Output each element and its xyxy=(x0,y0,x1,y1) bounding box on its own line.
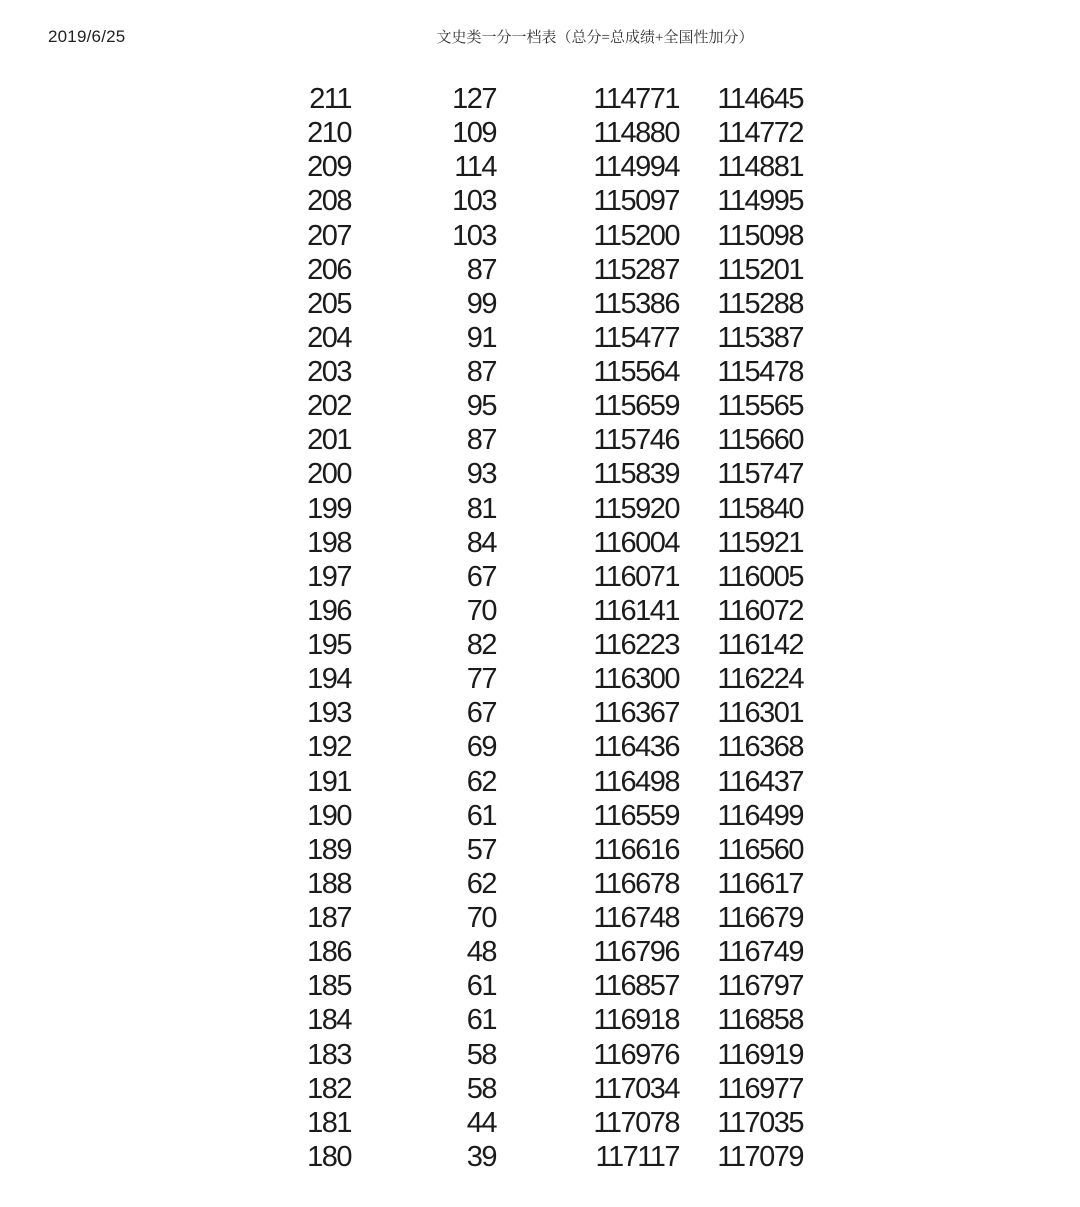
score-cell: 201 xyxy=(307,424,351,457)
table-row xyxy=(0,799,1080,833)
count-cell: 62 xyxy=(466,765,496,798)
count-cell: 61 xyxy=(466,799,496,832)
cumulative-end-cell: 115287 xyxy=(593,253,679,286)
score-cell: 206 xyxy=(307,253,351,286)
cumulative-start-cell: 114645 xyxy=(717,83,803,115)
table-row xyxy=(0,969,1080,1003)
cumulative-end-cell: 114771 xyxy=(593,83,679,115)
table-row xyxy=(0,662,1080,696)
count-cell: 95 xyxy=(466,390,496,423)
count-cell: 99 xyxy=(466,287,496,320)
table-row xyxy=(0,321,1080,355)
cumulative-start-cell: 116679 xyxy=(717,902,803,934)
count-cell: 91 xyxy=(466,321,496,354)
cumulative-start-cell: 116005 xyxy=(717,560,803,593)
score-cell: 207 xyxy=(307,219,351,252)
score-cell: 184 xyxy=(307,1004,351,1037)
table-row xyxy=(0,730,1080,764)
count-cell: 61 xyxy=(466,970,496,1003)
score-cell: 196 xyxy=(307,594,351,627)
cumulative-start-cell: 116499 xyxy=(717,799,803,832)
cumulative-start-cell: 115660 xyxy=(717,424,803,457)
score-cell: 192 xyxy=(307,731,351,764)
count-cell: 109 xyxy=(452,117,496,150)
cumulative-start-cell: 116617 xyxy=(717,867,803,900)
cumulative-start-cell: 116749 xyxy=(717,936,803,969)
cumulative-start-cell: 117079 xyxy=(717,1140,803,1173)
cumulative-end-cell: 116796 xyxy=(593,936,679,969)
cumulative-end-cell: 116300 xyxy=(593,663,679,696)
count-cell: 67 xyxy=(466,697,496,730)
count-cell: 81 xyxy=(466,492,496,525)
count-cell: 114 xyxy=(454,151,496,184)
cumulative-end-cell: 117078 xyxy=(593,1106,679,1139)
count-cell: 87 xyxy=(466,253,496,286)
score-cell: 183 xyxy=(307,1038,351,1071)
score-cell: 198 xyxy=(307,526,351,559)
table-row xyxy=(0,287,1080,321)
table-row xyxy=(0,628,1080,662)
cumulative-end-cell: 116071 xyxy=(593,560,679,593)
header-date: 2019/6/25 xyxy=(48,27,126,46)
score-cell: 191 xyxy=(307,765,351,798)
cumulative-start-cell: 115840 xyxy=(717,492,803,525)
count-cell: 93 xyxy=(466,458,496,491)
table-row xyxy=(0,867,1080,901)
cumulative-start-cell: 115478 xyxy=(717,356,803,388)
table-row xyxy=(0,1038,1080,1072)
count-cell: 48 xyxy=(466,936,496,969)
count-cell: 39 xyxy=(466,1140,496,1173)
score-cell: 204 xyxy=(307,321,351,354)
cumulative-end-cell: 117034 xyxy=(593,1072,679,1105)
cumulative-end-cell: 115564 xyxy=(593,356,679,388)
cumulative-start-cell: 115747 xyxy=(717,458,803,491)
count-cell: 127 xyxy=(452,83,496,115)
count-cell: 87 xyxy=(466,356,496,388)
cumulative-start-cell: 116224 xyxy=(717,663,803,696)
cumulative-end-cell: 115477 xyxy=(593,321,679,354)
score-cell: 189 xyxy=(307,833,351,866)
cumulative-end-cell: 116616 xyxy=(593,833,679,866)
count-cell: 67 xyxy=(466,560,496,593)
cumulative-end-cell: 117117 xyxy=(595,1140,679,1173)
count-cell: 58 xyxy=(466,1072,496,1105)
table-row xyxy=(0,355,1080,389)
cumulative-end-cell: 116918 xyxy=(593,1004,679,1037)
table-row xyxy=(0,184,1080,218)
cumulative-start-cell: 116368 xyxy=(717,731,803,764)
page-title: 文史类一分一档表（总分=总成绩+全国性加分） xyxy=(436,30,754,46)
score-cell: 187 xyxy=(307,902,351,934)
cumulative-end-cell: 115200 xyxy=(593,219,679,252)
count-cell: 70 xyxy=(466,594,496,627)
cumulative-end-cell: 116857 xyxy=(593,970,679,1003)
table-row xyxy=(0,82,1080,116)
table-row xyxy=(0,219,1080,253)
score-cell: 208 xyxy=(307,185,351,218)
table-row xyxy=(0,1106,1080,1140)
cumulative-start-cell: 117035 xyxy=(717,1106,803,1139)
cumulative-start-cell: 114881 xyxy=(717,151,803,184)
cumulative-end-cell: 116559 xyxy=(593,799,679,832)
table-row xyxy=(0,833,1080,867)
cumulative-end-cell: 116748 xyxy=(593,902,679,934)
count-cell: 70 xyxy=(466,902,496,934)
score-cell: 194 xyxy=(307,663,351,696)
score-cell: 193 xyxy=(307,697,351,730)
score-cell: 199 xyxy=(307,492,351,525)
cumulative-start-cell: 116797 xyxy=(717,970,803,1003)
table-row xyxy=(0,492,1080,526)
cumulative-start-cell: 116858 xyxy=(717,1004,803,1037)
table-row xyxy=(0,1140,1080,1174)
table-row xyxy=(0,935,1080,969)
score-table xyxy=(0,82,1080,1174)
table-row xyxy=(0,423,1080,457)
table-row xyxy=(0,526,1080,560)
count-cell: 57 xyxy=(466,833,496,866)
cumulative-end-cell: 115659 xyxy=(593,390,679,423)
count-cell: 69 xyxy=(466,731,496,764)
count-cell: 77 xyxy=(466,663,496,696)
count-cell: 87 xyxy=(466,424,496,457)
table-row xyxy=(0,150,1080,184)
cumulative-end-cell: 116141 xyxy=(593,594,679,627)
cumulative-end-cell: 115097 xyxy=(593,185,679,218)
count-cell: 103 xyxy=(452,219,496,252)
count-cell: 61 xyxy=(466,1004,496,1037)
table-row xyxy=(0,457,1080,491)
score-cell: 209 xyxy=(307,151,351,184)
score-cell: 203 xyxy=(307,356,351,388)
count-cell: 103 xyxy=(452,185,496,218)
score-cell: 202 xyxy=(307,390,351,423)
cumulative-start-cell: 116301 xyxy=(717,697,803,730)
cumulative-start-cell: 116560 xyxy=(717,833,803,866)
cumulative-start-cell: 115565 xyxy=(717,390,803,423)
table-row xyxy=(0,765,1080,799)
score-cell: 188 xyxy=(307,867,351,900)
count-cell: 62 xyxy=(466,867,496,900)
cumulative-start-cell: 116437 xyxy=(717,765,803,798)
score-cell: 185 xyxy=(307,970,351,1003)
count-cell: 44 xyxy=(466,1106,496,1139)
score-cell: 186 xyxy=(307,936,351,969)
cumulative-end-cell: 116436 xyxy=(593,731,679,764)
cumulative-start-cell: 115288 xyxy=(717,287,803,320)
cumulative-end-cell: 115839 xyxy=(593,458,679,491)
cumulative-start-cell: 115201 xyxy=(717,253,803,286)
score-cell: 181 xyxy=(307,1106,351,1139)
cumulative-end-cell: 115746 xyxy=(593,424,679,457)
count-cell: 84 xyxy=(466,526,496,559)
count-cell: 82 xyxy=(466,629,496,661)
count-cell: 58 xyxy=(466,1038,496,1071)
table-row xyxy=(0,116,1080,150)
table-row xyxy=(0,901,1080,935)
score-cell: 205 xyxy=(307,287,351,320)
cumulative-end-cell: 116004 xyxy=(593,526,679,559)
score-cell: 200 xyxy=(307,458,351,491)
score-cell: 190 xyxy=(307,799,351,832)
table-row xyxy=(0,594,1080,628)
table-row xyxy=(0,1072,1080,1106)
score-cell: 211 xyxy=(309,83,351,115)
cumulative-end-cell: 115920 xyxy=(593,492,679,525)
cumulative-end-cell: 116367 xyxy=(593,697,679,730)
cumulative-start-cell: 115387 xyxy=(717,321,803,354)
cumulative-start-cell: 114772 xyxy=(717,117,803,150)
table-row xyxy=(0,696,1080,730)
cumulative-start-cell: 115098 xyxy=(717,219,803,252)
cumulative-start-cell: 114995 xyxy=(717,185,803,218)
score-cell: 182 xyxy=(307,1072,351,1105)
table-row xyxy=(0,389,1080,423)
table-row xyxy=(0,1003,1080,1037)
cumulative-end-cell: 116223 xyxy=(593,629,679,661)
score-cell: 180 xyxy=(307,1140,351,1173)
cumulative-start-cell: 116919 xyxy=(717,1038,803,1071)
score-cell: 197 xyxy=(307,560,351,593)
score-cell: 195 xyxy=(307,629,351,661)
cumulative-end-cell: 115386 xyxy=(593,287,679,320)
cumulative-end-cell: 114880 xyxy=(593,117,679,150)
cumulative-start-cell: 116142 xyxy=(717,629,803,661)
cumulative-start-cell: 116072 xyxy=(717,594,803,627)
cumulative-start-cell: 115921 xyxy=(717,526,803,559)
score-cell: 210 xyxy=(307,117,351,150)
cumulative-end-cell: 116498 xyxy=(593,765,679,798)
cumulative-end-cell: 116678 xyxy=(593,867,679,900)
table-row xyxy=(0,560,1080,594)
cumulative-end-cell: 114994 xyxy=(593,151,679,184)
cumulative-start-cell: 116977 xyxy=(717,1072,803,1105)
table-row xyxy=(0,253,1080,287)
cumulative-end-cell: 116976 xyxy=(593,1038,679,1071)
